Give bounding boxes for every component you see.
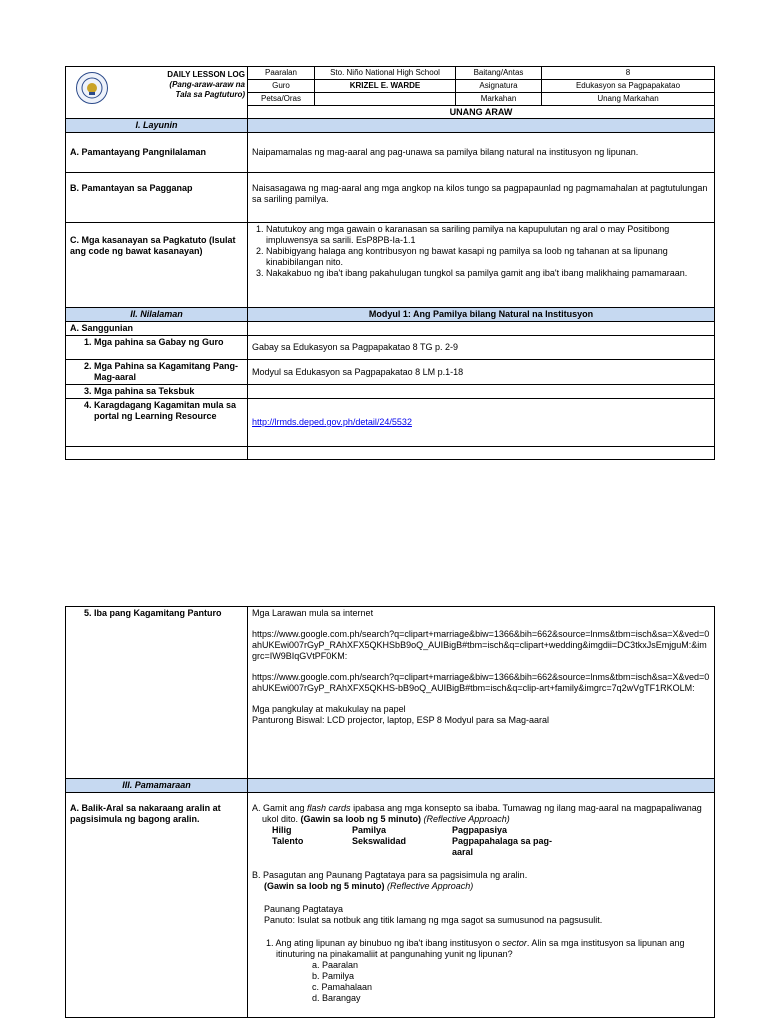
sanggunian-label: A. Sanggunian [66, 322, 248, 336]
activity-a: A. Gamit ang flash cards ipabasa ang mga konsepto sa ibaba. Tumawag ng ilang mag-aaral na magpapaliwanag ukol dito. (Gawin sa loob ng 5 minuto) (Reflective Approach) [252, 803, 702, 824]
asignatura-value: Edukasyon sa Pagpapakatao [542, 80, 715, 93]
pangkulay-line: Mga pangkulay at makukulay na papel [252, 704, 406, 714]
petsa-label: Petsa/Oras [248, 93, 315, 106]
paunang-pagtataya-title: Paunang Pagtataya [264, 904, 344, 914]
kasanayan-list [248, 223, 715, 308]
guro-label: Guro [248, 80, 315, 93]
teksbuk-value [248, 385, 715, 399]
kasanayan-label: C. Mga kasanayan sa Pagkatuto (Isulat ang code ng bawat kasanayan) [66, 223, 248, 308]
sanggunian-blank [248, 322, 715, 336]
choice-item: d. Barangay [312, 993, 361, 1003]
choice-item: a. Paaralan [312, 960, 359, 970]
balik-aral-label: A. Balik-Aral sa nakaraang aralin at pagsisimula ng bagong aralin. [66, 793, 248, 1018]
kasanayan-item: 3. Nakakabuo ng iba't ibang pakahulugan tungkol sa pamilya gamit ang iba't ibang malikhaing pamamaraan. [266, 268, 710, 279]
deped-seal-icon [76, 72, 108, 104]
panuto: Panuto: Isulat sa notbuk ang titik lamang ng mga sagot sa sumusunod na pagsusulit. [264, 915, 603, 925]
choice-item: b. Pamilya [312, 971, 355, 981]
baitang-value: 8 [542, 67, 715, 80]
guro-value: KRIZEL E. WARDE [315, 80, 456, 93]
kasanayan-item: 1. Natutukoy ang mga gawain o karanasan sa sariling pamilya na kapupulutan ng aral o may Positibong impluwensya sa sarili. EsP8PB-Ia-1.1 [266, 224, 710, 246]
layunin-table [65, 118, 715, 460]
gabay-guro-value: Gabay sa Edukasyon sa Pagpapakatao 8 TG p. 2-9 [248, 336, 715, 360]
lesson-page-2 [65, 606, 714, 1018]
page2-table [65, 606, 715, 1018]
title-cell [66, 67, 248, 119]
balik-aral-content [248, 793, 715, 1018]
iba-pang-kagamitan-value [248, 607, 715, 779]
baitang-label: Baitang/Antas [456, 67, 542, 80]
panturong-biswal-line: Panturong Biswal: LCD projector, laptop, ESP 8 Modyul para sa Mag-aaral [252, 715, 549, 725]
choice-list [252, 960, 710, 1004]
petsa-value [315, 93, 456, 106]
pamantayang-pangnilalaman-label: A. Pamantayang Pangnilalaman [66, 133, 248, 173]
layunin-heading: I. Layunin [66, 119, 248, 133]
iba-pang-kagamitan-label: 5. Iba pang Kagamitang Panturo [66, 607, 248, 779]
paaralan-label: Paaralan [248, 67, 315, 80]
gabay-guro-label: 1. Mga pahina sa Gabay ng Guro [66, 336, 248, 360]
lesson-page-1 [65, 66, 714, 460]
blank-cell-left [66, 447, 248, 460]
lrmds-link[interactable]: http://lrmds.deped.gov.ph/detail/24/5532 [248, 399, 715, 447]
doc-subtitle-2: Tala sa Pagtuturo) [175, 90, 245, 99]
kagamitang-mag-aaral-value: Modyul sa Edukasyon sa Pagpapakatao 8 LM p.1-18 [248, 360, 715, 385]
choice-item: c. Pamahalaan [312, 982, 373, 992]
teksbuk-label: 3. Mga pahina sa Teksbuk [66, 385, 248, 399]
paaralan-value: Sto. Niño National High School [315, 67, 456, 80]
layunin-heading-blank [248, 119, 715, 133]
nilalaman-heading: II. Nilalaman [66, 308, 248, 322]
markahan-label: Markahan [456, 93, 542, 106]
header-table [65, 66, 715, 119]
image-url-1[interactable]: https://www.google.com.ph/search?q=clipart+marriage&biw=1366&bih=662&source=lnms&tbm=isch&sa=X&ved=0ahUKEwi007rGyP_RAhXFX5QKHSbB9oQ_AUIBigB#tbm=isch&q=clipart+wedding&imgdii=DC3tkxJsEmjguM:&imgrc=IW9BIqGVtPF0KM: [252, 629, 710, 661]
kasanayan-item: 2. Nabibigyang halaga ang kontribusyon ng bawat kasapi ng pamilya sa loob ng tahanan at sa lipunang kinabibilangan nito. [266, 246, 710, 268]
doc-title: DAILY LESSON LOG [167, 70, 245, 79]
larawan-intro: Mga Larawan mula sa internet [252, 608, 374, 618]
pamantayan-pagganap-label: B. Pamantayan sa Pagganap [66, 173, 248, 223]
asignatura-label: Asignatura [456, 80, 542, 93]
doc-subtitle-1: (Pang-araw-araw na [169, 80, 245, 89]
pamamaraan-heading-blank [248, 779, 715, 793]
activity-b: B. Pasagutan ang Paunang Pagtataya para sa pagsisimula ng aralin. [252, 870, 528, 880]
concept-words: Hilig Pamilya Pagpapasiya Talento Sekswalidad Pagpapahalaga sa pag-aaral [272, 825, 553, 857]
image-url-2[interactable]: https://www.google.com.ph/search?q=clipart+marriage&biw=1366&bih=662&source=lnms&tbm=isch&sa=X&ved=0ahUKEwi007rGyP_RAhXFX5QKHS-bB9oQ_AUIBigB#tbm=isch&q=clip-art+family&imgrc=7q2wVgTF1RKOLM: [252, 672, 710, 693]
activity-b-time: (Gawin sa loob ng 5 minuto) (Reflective Approach) [264, 881, 474, 891]
karagdagang-kagamitan-label: 4. Karagdagang Kagamitan mula sa portal ng Learning Resource [66, 399, 248, 447]
modyul-title: Modyul 1: Ang Pamilya bilang Natural na Institusyon [248, 308, 715, 322]
markahan-value: Unang Markahan [542, 93, 715, 106]
pamantayan-pagganap-value: Naisasagawa ng mag-aaral ang mga angkop na kilos tungo sa pagpapaunlad ng pagmamahalan at pagtutulungan sa sariling pamilya. [248, 173, 715, 223]
pamamaraan-heading: III. Pamamaraan [66, 779, 248, 793]
question-1: 1. Ang ating lipunan ay binubuo ng iba't ibang institusyon o sector. Alin sa mga institusyon sa lipunan ang itinuturing na pinakamaliit at pangunahing yunit ng lipunan? [266, 938, 685, 959]
blank-cell-right [248, 447, 715, 460]
kagamitang-mag-aaral-label: 2. Mga Pahina sa Kagamitang Pang-Mag-aaral [66, 360, 248, 385]
pamantayang-pangnilalaman-value: Naipamamalas ng mag-aaral ang pag-unawa sa pamilya bilang natural na institusyon ng lipunan. [248, 133, 715, 173]
day-label: UNANG ARAW [248, 106, 715, 119]
